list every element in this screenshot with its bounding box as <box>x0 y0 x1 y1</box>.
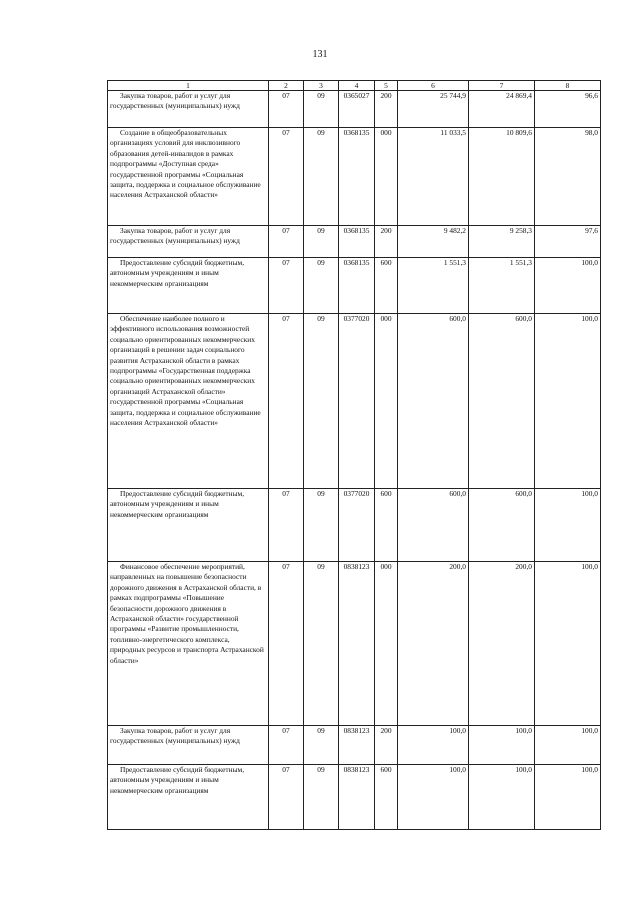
budget-table <box>107 80 601 830</box>
row-description <box>108 726 269 765</box>
planned-amount: 100,0 <box>398 726 469 765</box>
section-code: 07 <box>269 128 304 226</box>
execution-percent: 98,0 <box>535 128 601 226</box>
column-header: 4 <box>339 81 375 91</box>
column-header: 2 <box>269 81 304 91</box>
subsection-code: 09 <box>304 258 339 314</box>
row-description-text: Создание в общеобразовательных организациях условий для инклюзивного образования детей-инвалидов в рамках подпрограммы «Доступная среда» государственной программы «Социальная защита, поддержка и социальное обслуживание населения Астраханской области» <box>110 128 261 200</box>
executed-amount: 100,0 <box>469 726 535 765</box>
column-header: 1 <box>108 81 269 91</box>
target-article-code: 0377020 <box>339 314 375 489</box>
section-code: 07 <box>269 765 304 830</box>
subsection-code: 09 <box>304 489 339 562</box>
row-description <box>108 489 269 562</box>
section-code: 07 <box>269 314 304 489</box>
executed-amount: 100,0 <box>469 765 535 830</box>
row-description-text: Закупка товаров, работ и услуг для государственных (муниципальных) нужд <box>110 91 240 111</box>
subsection-code: 09 <box>304 765 339 830</box>
column-header: 5 <box>375 81 398 91</box>
target-article-code: 0838123 <box>339 765 375 830</box>
planned-amount: 9 482,2 <box>398 226 469 258</box>
executed-amount: 1 551,3 <box>469 258 535 314</box>
expense-type-code: 000 <box>375 562 398 726</box>
expense-type-code: 000 <box>375 314 398 489</box>
target-article-code: 0368135 <box>339 128 375 226</box>
planned-amount: 1 551,3 <box>398 258 469 314</box>
executed-amount: 600,0 <box>469 314 535 489</box>
subsection-code: 09 <box>304 726 339 765</box>
row-description-text: Закупка товаров, работ и услуг для государственных (муниципальных) нужд <box>110 726 240 746</box>
expense-type-code: 600 <box>375 489 398 562</box>
table-row <box>108 489 601 562</box>
row-description <box>108 226 269 258</box>
row-description <box>108 765 269 830</box>
planned-amount: 600,0 <box>398 489 469 562</box>
subsection-code: 09 <box>304 226 339 258</box>
table-header-row <box>108 81 601 91</box>
execution-percent: 97,6 <box>535 226 601 258</box>
expense-type-code: 200 <box>375 91 398 128</box>
execution-percent: 100,0 <box>535 314 601 489</box>
row-description-text: Предоставление субсидий бюджетным, автономным учреждениям и иным некоммерческим организациям <box>110 489 245 519</box>
planned-amount: 600,0 <box>398 314 469 489</box>
expense-type-code: 600 <box>375 258 398 314</box>
expense-type-code: 200 <box>375 726 398 765</box>
subsection-code: 09 <box>304 128 339 226</box>
planned-amount: 25 744,9 <box>398 91 469 128</box>
section-code: 07 <box>269 91 304 128</box>
execution-percent: 96,6 <box>535 91 601 128</box>
execution-percent: 100,0 <box>535 562 601 726</box>
section-code: 07 <box>269 562 304 726</box>
row-description <box>108 128 269 226</box>
row-description-text: Предоставление субсидий бюджетным, автономным учреждениям и иным некоммерческим организациям <box>110 765 245 795</box>
target-article-code: 0368135 <box>339 258 375 314</box>
column-header: 6 <box>398 81 469 91</box>
table-row <box>108 91 601 128</box>
executed-amount: 600,0 <box>469 489 535 562</box>
planned-amount: 11 033,5 <box>398 128 469 226</box>
section-code: 07 <box>269 726 304 765</box>
target-article-code: 0365027 <box>339 91 375 128</box>
column-header: 8 <box>535 81 601 91</box>
row-description-text: Обеспечение наиболее полного и эффективного использования возможностей социально ориентированных некоммерческих организаций в решении задач социального развития Астраханской области в рамках подпрограммы «Государственная поддержка социально ориентированных некоммерческих организаций Астраханской области» государственной программы «Социальная защита, поддержка и социальное обслуживание населения Астраханской области» <box>110 314 261 428</box>
table-row <box>108 726 601 765</box>
row-description <box>108 91 269 128</box>
subsection-code: 09 <box>304 314 339 489</box>
row-description <box>108 258 269 314</box>
target-article-code: 0368135 <box>339 226 375 258</box>
executed-amount: 9 258,3 <box>469 226 535 258</box>
executed-amount: 10 809,6 <box>469 128 535 226</box>
execution-percent: 100,0 <box>535 258 601 314</box>
subsection-code: 09 <box>304 562 339 726</box>
planned-amount: 100,0 <box>398 765 469 830</box>
table-row <box>108 226 601 258</box>
subsection-code: 09 <box>304 91 339 128</box>
target-article-code: 0838123 <box>339 562 375 726</box>
expense-type-code: 000 <box>375 128 398 226</box>
table-row <box>108 128 601 226</box>
table-row <box>108 562 601 726</box>
executed-amount: 200,0 <box>469 562 535 726</box>
page-number: 131 <box>312 49 328 60</box>
column-header: 7 <box>469 81 535 91</box>
row-description-text: Предоставление субсидий бюджетным, автономным учреждениям и иным некоммерческим организациям <box>110 258 245 288</box>
section-code: 07 <box>269 489 304 562</box>
column-header: 3 <box>304 81 339 91</box>
execution-percent: 100,0 <box>535 726 601 765</box>
row-description-text: Закупка товаров, работ и услуг для государственных (муниципальных) нужд <box>110 226 240 246</box>
target-article-code: 0838123 <box>339 726 375 765</box>
table-row <box>108 258 601 314</box>
execution-percent: 100,0 <box>535 765 601 830</box>
section-code: 07 <box>269 226 304 258</box>
expense-type-code: 200 <box>375 226 398 258</box>
section-code: 07 <box>269 258 304 314</box>
table-row <box>108 765 601 830</box>
expense-type-code: 600 <box>375 765 398 830</box>
execution-percent: 100,0 <box>535 489 601 562</box>
row-description <box>108 562 269 726</box>
table-row <box>108 314 601 489</box>
row-description-text: Финансовое обеспечение мероприятий, направленных на повышение безопасности дорожного движения в Астраханской области, в рамках подпрограммы «Повышение безопасности дорожного движения в Астраханской области» государственной программы «Развитие промышленности, топливно-энергетического комплекса, природных ресурсов и транспорта Астраханской области» <box>110 562 264 665</box>
row-description <box>108 314 269 489</box>
planned-amount: 200,0 <box>398 562 469 726</box>
executed-amount: 24 869,4 <box>469 91 535 128</box>
target-article-code: 0377020 <box>339 489 375 562</box>
